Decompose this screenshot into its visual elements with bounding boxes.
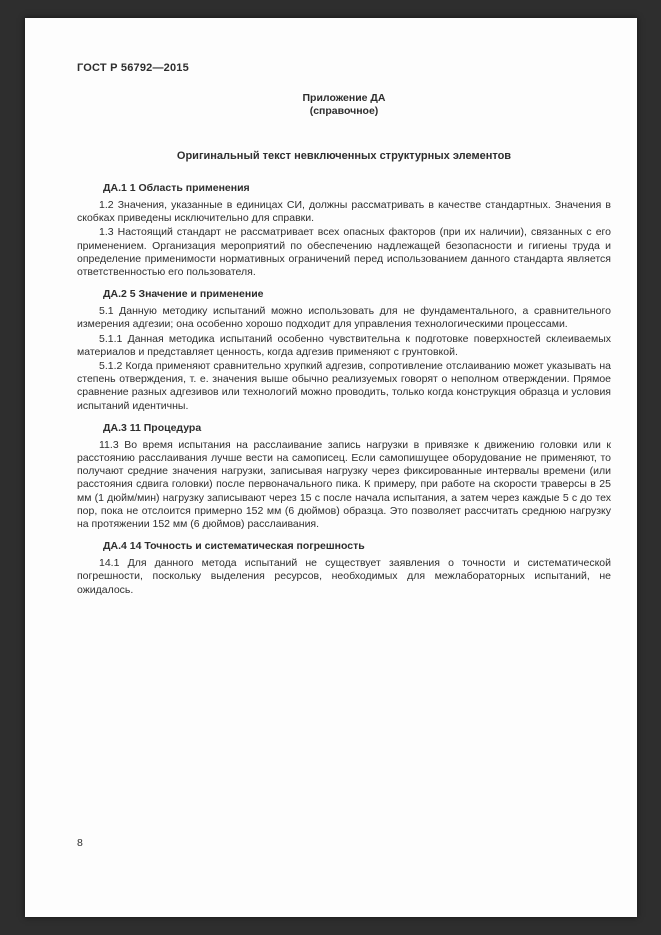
- document-page: [25, 18, 637, 917]
- section-heading: ДА.1 1 Область применения: [103, 182, 250, 194]
- section-heading: ДА.4 14 Точность и систематическая погрешность: [103, 540, 365, 553]
- paragraph: 1.2 Значения, указанные в единицах СИ, должны рассматривать в качестве стандартных. Значения в скобках приведены исключительно для справки.: [77, 199, 611, 225]
- appendix-subtitle: (справочное): [309, 105, 379, 117]
- section-heading: ДА.3 11 Процедура: [103, 421, 202, 434]
- appendix-title: Приложение ДА: [302, 92, 386, 104]
- page-content: [77, 62, 611, 598]
- section-heading: ДА.2 5 Значение и применение: [103, 288, 264, 301]
- page-number: 8: [77, 837, 83, 849]
- paragraph: 11.3 Во время испытания на расслаивание запись нагрузки в привязке к движению головки или к расстоянию расслаивания лучше вести на самописец. Если самопишущее оборудование не применяют, то получают средние значения нагрузки, записывая нагрузку через фиксированные интервалы времени (или расстояния сдвига головки) после первоначального пика. К примеру, при работе на скорости траверсы в 25 мм (1 дюйм/мин) нагрузку записывают через 15 с после начала испытания, а затем через каждые 5 с до тех пор, пока не отслоится примерно 152 мм (6 дюймов) образца. Это позволяет рассчитать среднюю нагрузку на протяжении 152 мм (6 дюймов) расслаивания.: [77, 438, 611, 531]
- document-sections: [77, 182, 611, 597]
- paragraph: 5.1 Данную методику испытаний можно использовать для не фундаментального, а сравнительного измерения адгезии; она особенно хорошо подходит для управления технологическими процессами.: [77, 305, 611, 331]
- document-code: ГОСТ Р 56792—2015: [77, 62, 189, 74]
- paragraph: 5.1.2 Когда применяют сравнительно хрупкий адгезив, сопротивление отслаиванию может указывать на степень отверждения, т. е. значения выше обычно реализуемых говорят о неполном отверждении. Прямое сравнение разных адгезивов или технологий можно проводить, только когда конструкция образца и условия испытаний идентичны.: [77, 360, 611, 412]
- appendix-heading: [77, 92, 611, 118]
- paragraph: 1.3 Настоящий стандарт не рассматривает всех опасных факторов (при их наличии), связанных с его применением. Организация мероприятий по обеспечению надлежащей безопасности и гигиены труда и определение применимости нормативных ограничений перед использованием данного стандарта является ответственностью его пользователя.: [77, 226, 611, 279]
- paragraph: 5.1.1 Данная методика испытаний особенно чувствительна к подготовке поверхностей склеиваемых материалов и представляет ценность, когда адгезив применяют с грунтовкой.: [77, 332, 611, 358]
- page-title: Оригинальный текст невключенных структурных элементов: [176, 150, 512, 162]
- paragraph: 14.1 Для данного метода испытаний не существует заявления о точности и систематической погрешности, поскольку выделения ресурсов, необходимых для межлабораторных испытаний, не ожидалось.: [77, 557, 611, 596]
